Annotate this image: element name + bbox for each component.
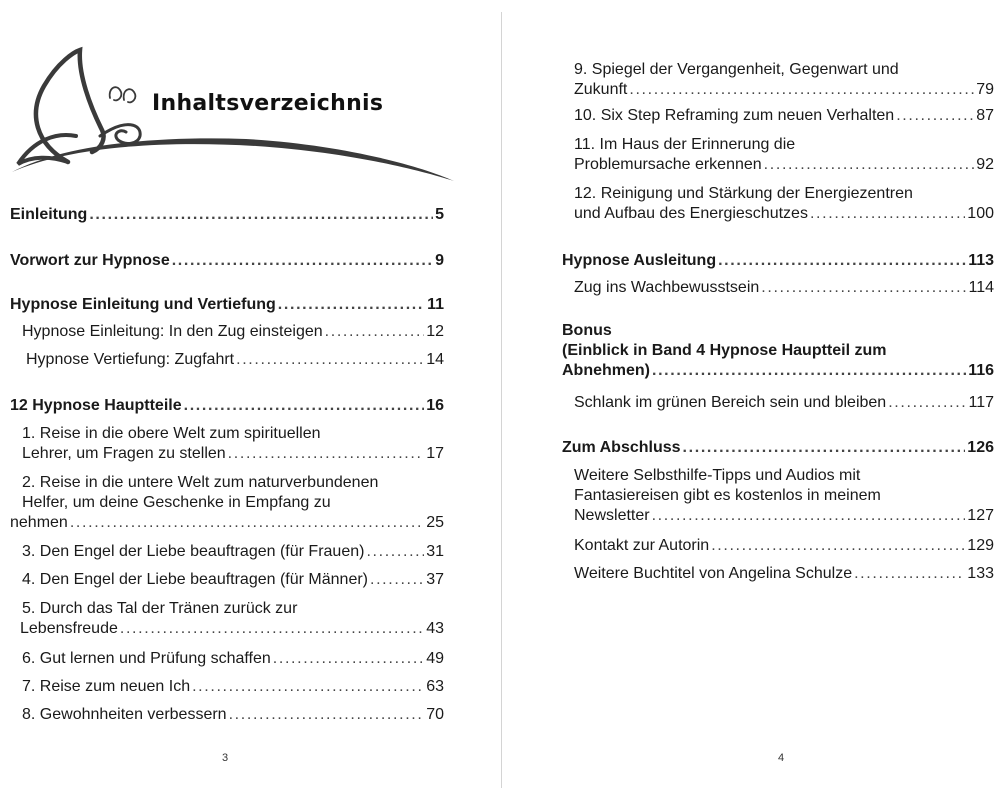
toc-page-number: 127 xyxy=(967,507,994,524)
toc-entry[interactable] xyxy=(22,649,444,669)
toc-entry-text: Hypnose Vertiefung: Zugfahrt xyxy=(26,351,235,368)
page-number: 3 xyxy=(222,752,229,764)
toc-entry-text: Zug ins Wachbewusstsein xyxy=(574,279,760,296)
toc-entry[interactable] xyxy=(22,599,444,639)
toc-page-number: 11 xyxy=(427,296,444,313)
page-number: 4 xyxy=(778,752,785,764)
toc-chapter[interactable] xyxy=(10,251,444,271)
toc-page-number: 92 xyxy=(976,156,994,173)
toc-entry-text: 8. Gewohnheiten verbessern xyxy=(22,706,227,723)
right-page xyxy=(502,0,1000,800)
toc-entry-line: Bonus xyxy=(562,322,612,339)
toc-page-number: 63 xyxy=(426,678,444,695)
toc-entry-line: Weitere Selbsthilfe-Tipps und Audios mit xyxy=(574,467,861,484)
toc-page-number: 14 xyxy=(426,351,444,368)
toc-page-number: 12 xyxy=(426,323,444,340)
toc-entry-text: Hypnose Einleitung: In den Zug einsteigen xyxy=(22,323,323,340)
toc-page-number: 79 xyxy=(976,81,994,98)
toc-entry-text: Kontakt zur Autorin xyxy=(574,537,710,554)
toc-entry[interactable] xyxy=(574,536,994,556)
toc-entry-text: Zukunft xyxy=(574,81,628,98)
toc-entry-text: Lehrer, um Fragen zu stellen xyxy=(22,445,226,462)
toc-entry[interactable] xyxy=(574,466,994,526)
toc-entry-text: 12 Hypnose Hauptteile xyxy=(10,397,182,414)
toc-entry-text: nehmen xyxy=(10,514,68,531)
toc-entry-line: 2. Reise in die untere Welt zum naturverbundenen xyxy=(22,474,379,491)
toc-page-number: 49 xyxy=(426,650,444,667)
toc-entry[interactable] xyxy=(22,677,444,697)
toc-entry-text: Abnehmen) xyxy=(562,362,650,379)
toc-entry[interactable] xyxy=(574,278,994,298)
toc-entry[interactable] xyxy=(26,350,444,370)
toc-page-number: 31 xyxy=(426,543,444,560)
toc-entry-line: 12. Reinigung und Stärkung der Energiezentren xyxy=(574,185,913,202)
toc-entry-line: (Einblick in Band 4 Hypnose Hauptteil zum xyxy=(562,342,887,359)
toc-entry-line: 5. Durch das Tal der Tränen zurück zur xyxy=(22,600,298,617)
toc-entry-text: 10. Six Step Reframing zum neuen Verhalten xyxy=(574,107,895,124)
toc-page-number: 114 xyxy=(968,279,994,296)
toc-entry-text: 3. Den Engel der Liebe beauftragen (für Frauen) xyxy=(22,543,365,560)
toc-page-number: 43 xyxy=(426,620,444,637)
toc-entry-text: Problemursache erkennen xyxy=(574,156,762,173)
toc-entry[interactable] xyxy=(574,564,994,584)
toc-entry-text: Newsletter xyxy=(574,507,650,524)
toc-entry[interactable] xyxy=(574,106,994,126)
toc-entry-text: Zum Abschluss xyxy=(562,439,681,456)
toc-page-number: 17 xyxy=(426,445,444,462)
toc-page-number: 113 xyxy=(968,252,994,269)
toc-chapter[interactable] xyxy=(562,438,994,458)
toc-entry-text: und Aufbau des Energieschutzes xyxy=(574,205,808,222)
toc-entry-line: Fantasiereisen gibt es kostenlos in meinem xyxy=(574,487,881,504)
toc-page-number: 87 xyxy=(976,107,994,124)
toc-entry-text: 4. Den Engel der Liebe beauftragen (für Männer) xyxy=(22,571,368,588)
toc-entry[interactable] xyxy=(574,135,994,175)
toc-entry[interactable] xyxy=(10,473,444,533)
toc-page-number: 5 xyxy=(435,206,444,223)
toc-page-number: 133 xyxy=(967,565,994,582)
toc-page-number: 126 xyxy=(967,439,994,456)
toc-entry-text: 6. Gut lernen und Prüfung schaffen xyxy=(22,650,271,667)
toc-entry-text: Hypnose Einleitung und Vertiefung xyxy=(10,296,276,313)
toc-page-number: 100 xyxy=(967,205,994,222)
toc-entry[interactable] xyxy=(22,705,444,725)
page-title: Inhaltsverzeichnis xyxy=(152,91,384,116)
toc-chapter[interactable] xyxy=(562,251,994,271)
toc-entry-text: Hypnose Ausleitung xyxy=(562,252,717,269)
toc-entry-line: 1. Reise in die obere Welt zum spirituellen xyxy=(22,425,321,442)
toc-entry-line: 11. Im Haus der Erinnerung die xyxy=(574,136,796,153)
toc-entry[interactable] xyxy=(22,542,444,562)
toc-page-number: 25 xyxy=(426,514,444,531)
toc-page-number: 70 xyxy=(426,706,444,723)
toc-entry-text: 7. Reise zum neuen Ich xyxy=(22,678,191,695)
toc-entry-text: Schlank im grünen Bereich sein und bleiben xyxy=(574,394,887,411)
toc-page-number: 117 xyxy=(968,394,994,411)
toc-entry-line: Helfer, um deine Geschenke in Empfang zu xyxy=(22,494,331,511)
toc-entry-text: Einleitung xyxy=(10,206,88,223)
toc-entry[interactable] xyxy=(22,322,444,342)
toc-chapter[interactable] xyxy=(10,205,444,225)
toc-entry[interactable] xyxy=(22,570,444,590)
toc-entry-text: Vorwort zur Hypnose xyxy=(10,252,170,269)
toc-entry-text: Weitere Buchtitel von Angelina Schulze xyxy=(574,565,853,582)
toc-entry[interactable] xyxy=(574,60,994,100)
toc-chapter[interactable] xyxy=(10,295,444,315)
toc-page-number: 129 xyxy=(967,537,994,554)
toc-entry[interactable] xyxy=(574,184,994,224)
toc-page-number: 37 xyxy=(426,571,444,588)
toc-page-number: 16 xyxy=(426,397,444,414)
toc-entry-text: Lebensfreude xyxy=(20,620,118,637)
toc-page-number: 116 xyxy=(968,362,994,379)
toc-entry-line: 9. Spiegel der Vergangenheit, Gegenwart und xyxy=(574,61,899,78)
toc-chapter[interactable] xyxy=(562,321,994,381)
toc-entry[interactable] xyxy=(22,424,444,464)
toc-chapter[interactable] xyxy=(10,396,444,416)
toc-entry[interactable] xyxy=(574,393,994,413)
toc-page-number: 9 xyxy=(435,252,444,269)
